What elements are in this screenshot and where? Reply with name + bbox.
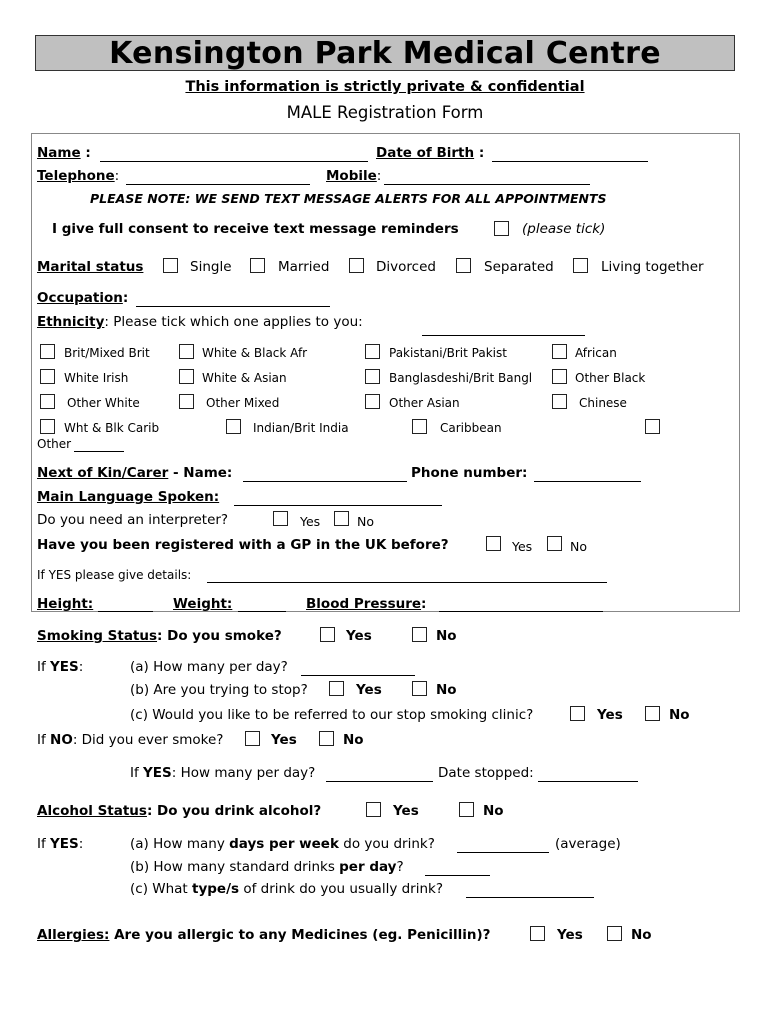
ethnicity-checkbox[interactable] bbox=[179, 394, 194, 409]
language-label: Main Language Spoken: bbox=[37, 489, 220, 505]
smoke-yes-checkbox[interactable] bbox=[320, 627, 335, 642]
ethnicity-checkbox[interactable] bbox=[179, 369, 194, 384]
referral-no-label: No bbox=[669, 707, 690, 723]
smoking-question: Smoking Status: Do you smoke? bbox=[37, 628, 282, 644]
marital-option-label: Separated bbox=[484, 259, 554, 275]
ethnicity-option: White & Asian bbox=[202, 371, 287, 385]
alcohol-type-field[interactable] bbox=[466, 897, 594, 898]
smoking-per-day-question: (a) How many per day? bbox=[130, 659, 288, 675]
interpreter-question: Do you need an interpreter? bbox=[37, 512, 229, 528]
smoke-no-checkbox[interactable] bbox=[412, 627, 427, 642]
smoking-if-no: If NO: Did you ever smoke? bbox=[37, 732, 224, 748]
marital-option-label: Single bbox=[190, 259, 232, 275]
alcohol-no-label: No bbox=[483, 803, 504, 819]
height-field[interactable] bbox=[98, 611, 153, 612]
marital-option-label: Divorced bbox=[376, 259, 436, 275]
marital-option-label: Living together bbox=[601, 259, 704, 275]
allergies-no-label: No bbox=[631, 927, 652, 943]
dob-label: Date of Birth : bbox=[376, 145, 485, 161]
consent-text: I give full consent to receive text message reminders bbox=[52, 221, 459, 237]
stop-no-label: No bbox=[436, 682, 457, 698]
alcohol-days-field[interactable] bbox=[457, 852, 549, 853]
alcohol-yes-checkbox[interactable] bbox=[366, 802, 381, 817]
ethnicity-checkbox[interactable] bbox=[40, 369, 55, 384]
alcohol-days-question: (a) How many days per week do you drink? bbox=[130, 836, 435, 852]
allergies-yes-label: Yes bbox=[557, 927, 583, 943]
language-field[interactable] bbox=[234, 505, 442, 506]
gp-details-field[interactable] bbox=[207, 582, 607, 583]
ethnicity-option: Banglasdeshi/Brit Bangl bbox=[389, 371, 533, 385]
marital-divorced-checkbox[interactable] bbox=[349, 258, 364, 273]
weight-label: Weight: bbox=[173, 596, 233, 612]
bp-field[interactable] bbox=[439, 611, 603, 612]
ethnicity-checkbox[interactable] bbox=[552, 344, 567, 359]
interpreter-no-label: No bbox=[357, 514, 374, 529]
smoking-if-yes: If YES: bbox=[37, 659, 84, 675]
ethnicity-option: Pakistani/Brit Pakist bbox=[389, 346, 507, 360]
dob-field[interactable] bbox=[492, 161, 648, 162]
ethnicity-option: Other Mixed bbox=[206, 396, 280, 410]
ethnicity-option: Chinese bbox=[579, 396, 627, 410]
gp-no-label: No bbox=[570, 539, 587, 554]
form-title: MALE Registration Form bbox=[286, 103, 484, 122]
referral-yes-checkbox[interactable] bbox=[570, 706, 585, 721]
smoking-stop-question: (b) Are you trying to stop? bbox=[130, 682, 308, 698]
ethnicity-checkbox[interactable] bbox=[365, 369, 380, 384]
occupation-label: Occupation: bbox=[37, 290, 129, 306]
ethnicity-option: Other Black bbox=[575, 371, 646, 385]
allergies-question: Allergies: Are you allergic to any Medicines (eg. Penicillin)? bbox=[37, 927, 491, 943]
interpreter-no-checkbox[interactable] bbox=[334, 511, 349, 526]
height-label: Height: bbox=[37, 596, 94, 612]
interpreter-yes-label: Yes bbox=[300, 514, 321, 529]
ethnicity-checkbox[interactable] bbox=[40, 419, 55, 434]
ethnicity-label: Ethnicity: Please tick which one applies to you: bbox=[37, 314, 363, 330]
alcohol-if-yes: If YES: bbox=[37, 836, 84, 852]
ever-smoke-no-label: No bbox=[343, 732, 364, 748]
gp-details-label: If YES please give details: bbox=[37, 568, 192, 582]
kin-name-field[interactable] bbox=[243, 481, 407, 482]
ethnicity-other-checkbox[interactable] bbox=[645, 419, 660, 434]
ever-smoke-no-checkbox[interactable] bbox=[319, 731, 334, 746]
ethnicity-option-other: Other bbox=[37, 437, 72, 451]
ethnicity-checkbox[interactable] bbox=[40, 344, 55, 359]
consent-hint: (please tick) bbox=[522, 221, 606, 237]
alcohol-no-checkbox[interactable] bbox=[459, 802, 474, 817]
ex-smoker-per-day-field[interactable] bbox=[326, 781, 433, 782]
gp-question: Have you been registered with a GP in the UK before? bbox=[37, 537, 449, 553]
allergies-no-checkbox[interactable] bbox=[607, 926, 622, 941]
alcohol-question: Alcohol Status: Do you drink alcohol? bbox=[37, 803, 322, 819]
ethnicity-option: White & Black Afr bbox=[202, 346, 308, 360]
smoke-no-label: No bbox=[436, 628, 457, 644]
ethnicity-option: African bbox=[575, 346, 617, 360]
date-stopped-field[interactable] bbox=[538, 781, 638, 782]
ethnicity-checkbox[interactable] bbox=[552, 394, 567, 409]
gp-yes-checkbox[interactable] bbox=[486, 536, 501, 551]
telephone-field[interactable] bbox=[126, 184, 310, 185]
stop-yes-checkbox[interactable] bbox=[329, 681, 344, 696]
bp-label: Blood Pressure: bbox=[306, 596, 427, 612]
alcohol-yes-label: Yes bbox=[393, 803, 419, 819]
consent-checkbox[interactable] bbox=[494, 221, 509, 236]
interpreter-yes-checkbox[interactable] bbox=[273, 511, 288, 526]
ethnicity-option: Wht & Blk Carib bbox=[64, 421, 160, 435]
alcohol-drinks-question: (b) How many standard drinks per day? bbox=[130, 859, 404, 875]
ethnicity-option: Other White bbox=[67, 396, 140, 410]
stop-no-checkbox[interactable] bbox=[412, 681, 427, 696]
marital-living-together-checkbox[interactable] bbox=[573, 258, 588, 273]
ethnicity-checkbox[interactable] bbox=[226, 419, 241, 434]
ever-smoke-yes-checkbox[interactable] bbox=[245, 731, 260, 746]
marital-option-label: Married bbox=[278, 259, 330, 275]
alcohol-average-label: (average) bbox=[555, 836, 621, 852]
ethnicity-option: Other Asian bbox=[389, 396, 460, 410]
name-label: Name : bbox=[37, 145, 91, 161]
gp-no-checkbox[interactable] bbox=[547, 536, 562, 551]
ethnicity-checkbox[interactable] bbox=[365, 344, 380, 359]
weight-field[interactable] bbox=[238, 611, 286, 612]
marital-married-checkbox[interactable] bbox=[250, 258, 265, 273]
smoking-referral-question: (c) Would you like to be referred to our stop smoking clinic? bbox=[130, 707, 534, 723]
confidential-notice: This information is strictly private & confidential bbox=[185, 79, 585, 95]
ex-smoker-per-day-question: If YES: How many per day? bbox=[130, 765, 316, 781]
marital-single-checkbox[interactable] bbox=[163, 258, 178, 273]
ethnicity-option: White Irish bbox=[64, 371, 129, 385]
allergies-yes-checkbox[interactable] bbox=[530, 926, 545, 941]
sms-note: PLEASE NOTE: WE SEND TEXT MESSAGE ALERTS FOR ALL APPOINTMENTS bbox=[90, 191, 607, 206]
smoke-yes-label: Yes bbox=[346, 628, 372, 644]
mobile-field[interactable] bbox=[384, 184, 590, 185]
kin-phone-label: Phone number: bbox=[411, 465, 528, 481]
date-stopped-label: Date stopped: bbox=[438, 765, 534, 781]
mobile-label: Mobile: bbox=[326, 168, 382, 184]
gp-yes-label: Yes bbox=[512, 539, 533, 554]
telephone-label: Telephone: bbox=[37, 168, 120, 184]
ethnicity-checkbox[interactable] bbox=[365, 394, 380, 409]
kin-label: Next of Kin/Carer - Name: bbox=[37, 465, 233, 481]
alcohol-drinks-field[interactable] bbox=[425, 875, 490, 876]
ethnicity-checkbox[interactable] bbox=[40, 394, 55, 409]
referral-no-checkbox[interactable] bbox=[645, 706, 660, 721]
form-header bbox=[35, 35, 735, 71]
ethnicity-option: Brit/Mixed Brit bbox=[64, 346, 150, 360]
marital-label: Marital status bbox=[37, 259, 144, 275]
ethnicity-checkbox[interactable] bbox=[412, 419, 427, 434]
stop-yes-label: Yes bbox=[356, 682, 382, 698]
ethnicity-checkbox[interactable] bbox=[179, 344, 194, 359]
ethnicity-option: Indian/Brit India bbox=[253, 421, 349, 435]
ever-smoke-yes-label: Yes bbox=[271, 732, 297, 748]
alcohol-type-question: (c) What type/s of drink do you usually drink? bbox=[130, 881, 444, 897]
smoking-per-day-field[interactable] bbox=[301, 675, 415, 676]
ethnicity-checkbox[interactable] bbox=[552, 369, 567, 384]
name-field[interactable] bbox=[100, 161, 368, 162]
ethnicity-field[interactable] bbox=[422, 335, 585, 336]
ethnicity-other-field[interactable] bbox=[74, 451, 124, 452]
marital-separated-checkbox[interactable] bbox=[456, 258, 471, 273]
referral-yes-label: Yes bbox=[597, 707, 623, 723]
occupation-field[interactable] bbox=[136, 306, 330, 307]
clinic-title: Kensington Park Medical Centre bbox=[109, 36, 661, 71]
kin-phone-field[interactable] bbox=[534, 481, 641, 482]
ethnicity-option: Caribbean bbox=[440, 421, 502, 435]
